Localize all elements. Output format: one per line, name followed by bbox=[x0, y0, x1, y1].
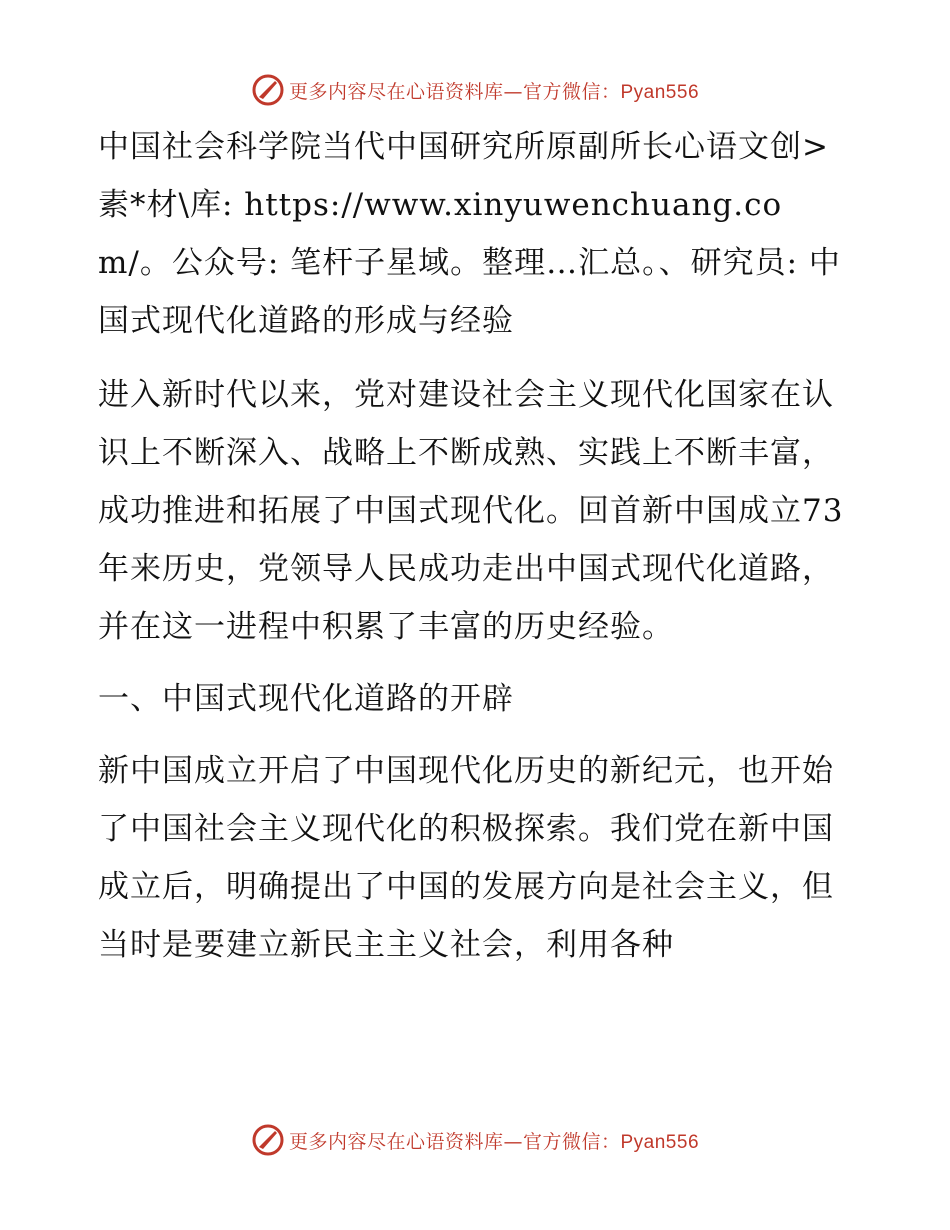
paragraph-intro: 进入新时代以来，党对建设社会主义现代化国家在认识上不断深入、战略上不断成熟、实践上不断丰富，成功推进和拓展了中国式现代化。回首新中国成立73年来历史，党领导人民成功走出中国式现代化道路，并在这一进程中积累了丰富的历史经验。 bbox=[98, 377, 844, 645]
document-body bbox=[98, 118, 850, 974]
watermark-banner-bottom bbox=[0, 1120, 950, 1160]
section-heading: 一、中国式现代化道路的开辟 bbox=[98, 681, 514, 717]
watermark-banner-top bbox=[0, 70, 950, 110]
quill-logo-icon bbox=[251, 73, 285, 107]
paragraph-section-1: 新中国成立开启了中国现代化历史的新纪元，也开始了中国社会主义现代化的积极探索。我们党在新中国成立后，明确提出了中国的发展方向是社会主义，但当时是要建立新民主主义社会，利用各种 bbox=[98, 753, 834, 963]
quill-logo-icon bbox=[251, 1123, 285, 1157]
title-paragraph: 中国社会科学院当代中国研究所原副所长心语文创>素*材\库: https://www.xinyuwenchuang.com/。公众号: 笔杆子星域。整理…汇总。、研究员: 中国式现代化道路的形成与经验 bbox=[98, 129, 841, 339]
watermark-text: 更多内容尽在心语资料库—官方微信：Pyan556 bbox=[288, 1130, 700, 1153]
watermark-text: 更多内容尽在心语资料库—官方微信：Pyan556 bbox=[288, 80, 700, 103]
